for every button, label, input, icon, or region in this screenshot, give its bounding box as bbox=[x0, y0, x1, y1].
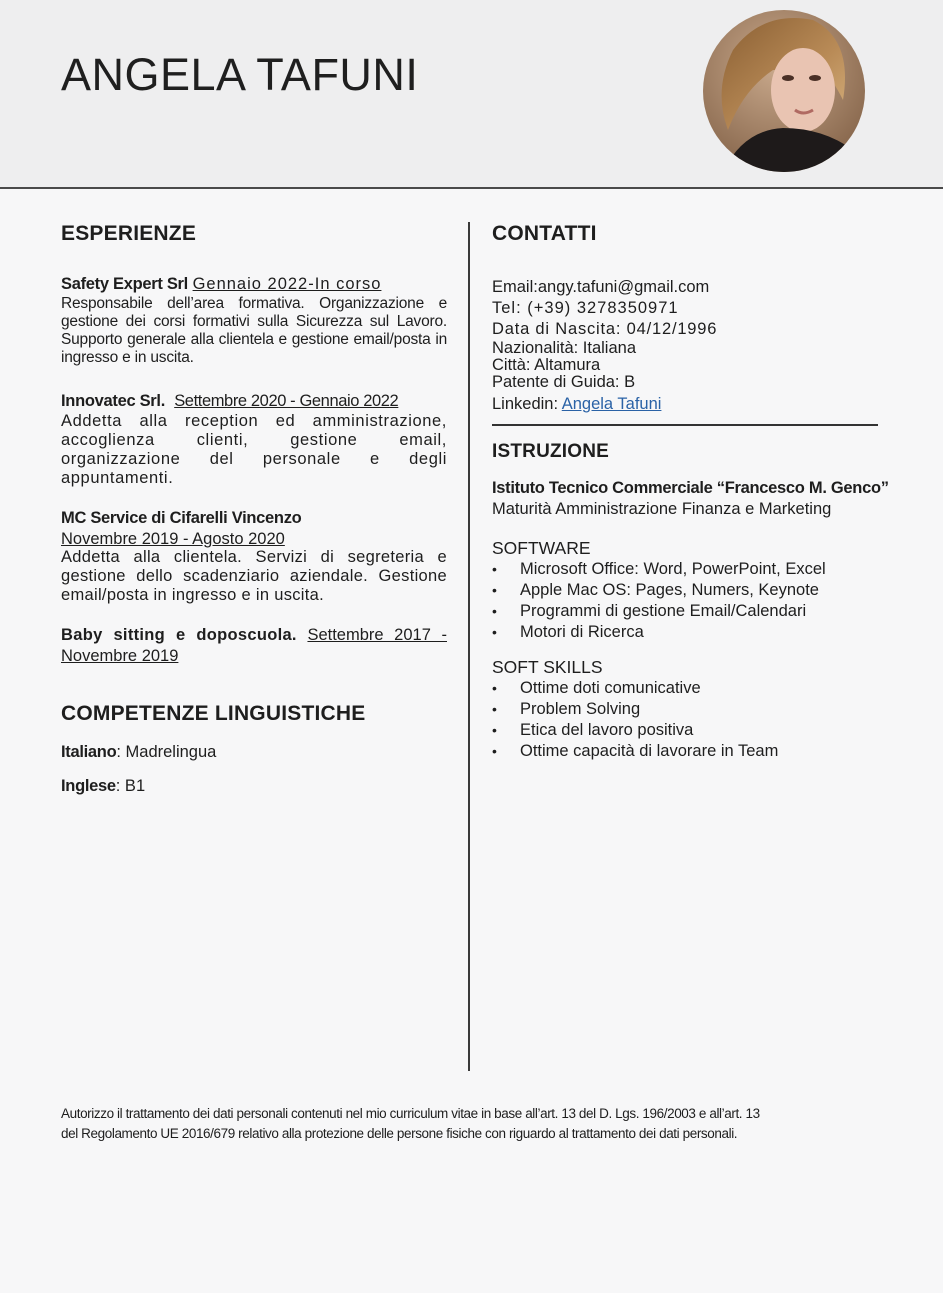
profile-photo-image bbox=[703, 10, 865, 172]
job-description: Addetta alla clientela. Servizi di segreteria e gestione dello scadenziario aziendale. Gestione email/posta in ingresso e in uscita. bbox=[61, 548, 447, 604]
job-description: Addetta alla reception ed amministrazione, accoglienza clienti, gestione email, organizzazione del personale e degli appuntamenti. bbox=[61, 412, 447, 487]
soft-skill-item: • Ottime doti comunicative bbox=[492, 678, 932, 699]
job-company: Innovatec Srl. bbox=[61, 392, 166, 410]
job-period: Novembre 2019 - Agosto 2020 bbox=[61, 530, 285, 548]
job-entry bbox=[61, 274, 447, 367]
language-level: : B1 bbox=[115, 777, 146, 795]
candidate-name: ANGELA TAFUNI bbox=[61, 49, 419, 100]
language-name: Italiano bbox=[61, 743, 117, 761]
soft-skills-list bbox=[492, 678, 932, 762]
job-period: Settembre 2017 - Novembre 2019 bbox=[61, 626, 447, 665]
job-entry bbox=[61, 508, 447, 605]
contact-email: Email:angy.tafuni@gmail.com bbox=[492, 278, 710, 296]
contact-nationality: Nazionalità: Italiana bbox=[492, 339, 637, 357]
privacy-consent bbox=[61, 1104, 881, 1144]
contact-city: Città: Altamura bbox=[492, 356, 601, 374]
software-item: • Apple Mac OS: Pages, Numers, Keynote bbox=[492, 580, 932, 601]
job-entry bbox=[61, 625, 447, 667]
contact-phone: Tel: (+39) 3278350971 bbox=[492, 299, 679, 317]
header-band bbox=[0, 0, 943, 189]
privacy-line-2: del Regolamento UE 2016/679 relativo alla protezione delle persone fisiche con riguardo al trattamento dei dati personali. bbox=[61, 1126, 738, 1141]
language-item bbox=[61, 776, 447, 797]
contacts-divider bbox=[492, 424, 878, 426]
education-degree: Maturità Amministrazione Finanza e Marketing bbox=[492, 500, 832, 518]
job-period: Settembre 2020 - Gennaio 2022 bbox=[174, 392, 399, 410]
soft-skill-item: • Ottime capacità di lavorare in Team bbox=[492, 741, 932, 762]
experience-heading: ESPERIENZE bbox=[61, 222, 197, 245]
left-column bbox=[61, 222, 447, 797]
privacy-line-1: Autorizzo il trattamento dei dati personali contenuti nel mio curriculum vitae in base all’art. 13 del D. Lgs. 196/2003 e all’art. 13 bbox=[61, 1106, 760, 1121]
job-entry bbox=[61, 391, 447, 488]
contact-license: Patente di Guida: B bbox=[492, 373, 636, 391]
soft-skills-heading: SOFT SKILLS bbox=[492, 657, 603, 677]
profile-photo bbox=[703, 10, 865, 172]
job-company: Baby sitting e doposcuola. bbox=[61, 626, 297, 644]
software-item: • Motori di Ricerca bbox=[492, 622, 932, 643]
job-company: Safety Expert Srl bbox=[61, 275, 188, 293]
languages-heading: COMPETENZE LINGUISTICHE bbox=[61, 702, 366, 725]
language-item bbox=[61, 742, 447, 763]
software-item: • Microsoft Office: Word, PowerPoint, Excel bbox=[492, 559, 932, 580]
soft-skill-item: • Etica del lavoro positiva bbox=[492, 720, 932, 741]
education-heading: ISTRUZIONE bbox=[492, 441, 610, 462]
linkedin-link[interactable]: Angela Tafuni bbox=[561, 395, 662, 413]
software-list bbox=[492, 559, 932, 643]
job-description: Responsabile dell’area formativa. Organizzazione e gestione dei corsi formativi sulla Sicurezza sul Lavoro. Supporto generale alla clientela e gestione email/posta in ingresso e in uscita. bbox=[61, 295, 447, 366]
right-column bbox=[492, 222, 932, 762]
language-name: Inglese bbox=[61, 777, 116, 795]
software-heading: SOFTWARE bbox=[492, 538, 591, 558]
linkedin-label: Linkedin: bbox=[492, 395, 562, 413]
contact-linkedin bbox=[492, 394, 932, 415]
job-period: Gennaio 2022-In corso bbox=[192, 275, 382, 293]
software-item: • Programmi di gestione Email/Calendari bbox=[492, 601, 932, 622]
education-school: Istituto Tecnico Commerciale “Francesco M. Genco” bbox=[492, 479, 889, 497]
job-company: MC Service di Cifarelli Vincenzo bbox=[61, 509, 302, 527]
contacts-block bbox=[492, 277, 932, 415]
contacts-heading: CONTATTI bbox=[492, 222, 597, 245]
column-divider bbox=[468, 222, 470, 1071]
language-level: : Madrelingua bbox=[116, 743, 217, 761]
contact-birthdate: Data di Nascita: 04/12/1996 bbox=[492, 320, 718, 338]
soft-skill-item: • Problem Solving bbox=[492, 699, 932, 720]
